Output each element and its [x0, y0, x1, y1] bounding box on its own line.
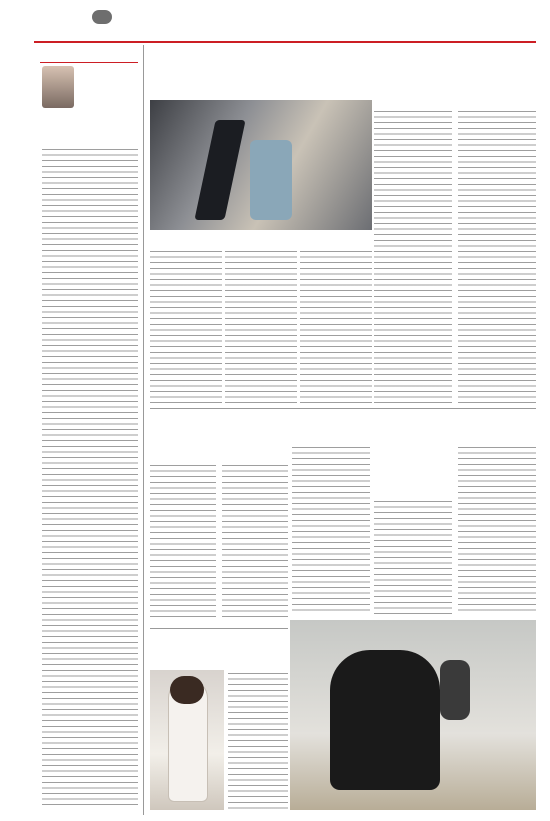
hair-shape — [170, 676, 204, 704]
masthead-icon — [92, 10, 112, 24]
suitcase-shape — [250, 140, 292, 220]
german-body-col1 — [458, 444, 536, 614]
rider-shape — [440, 660, 470, 720]
main-body-col5 — [300, 248, 372, 403]
section-rule-1 — [150, 408, 536, 409]
german-body-col3 — [292, 444, 370, 614]
tattoo-body-col2 — [222, 462, 288, 622]
legs-shape — [194, 120, 245, 220]
haifa-photo — [150, 670, 224, 810]
column-body — [42, 146, 138, 806]
german-body-col2 — [374, 498, 452, 614]
column-rule — [40, 62, 138, 63]
horse-shape — [330, 650, 440, 790]
main-body-col3 — [150, 248, 222, 403]
main-photo — [150, 100, 372, 230]
tattoo-body-col1 — [150, 462, 216, 622]
horse-photo — [290, 620, 536, 810]
main-body-col4 — [225, 248, 297, 403]
main-body-col1 — [458, 108, 536, 408]
main-body-col2 — [374, 108, 452, 408]
section-rule-2 — [150, 628, 288, 629]
column-divider — [143, 45, 144, 815]
author-avatar — [42, 66, 74, 108]
masthead-rule — [34, 41, 536, 43]
haifa-body-col1 — [228, 670, 288, 810]
